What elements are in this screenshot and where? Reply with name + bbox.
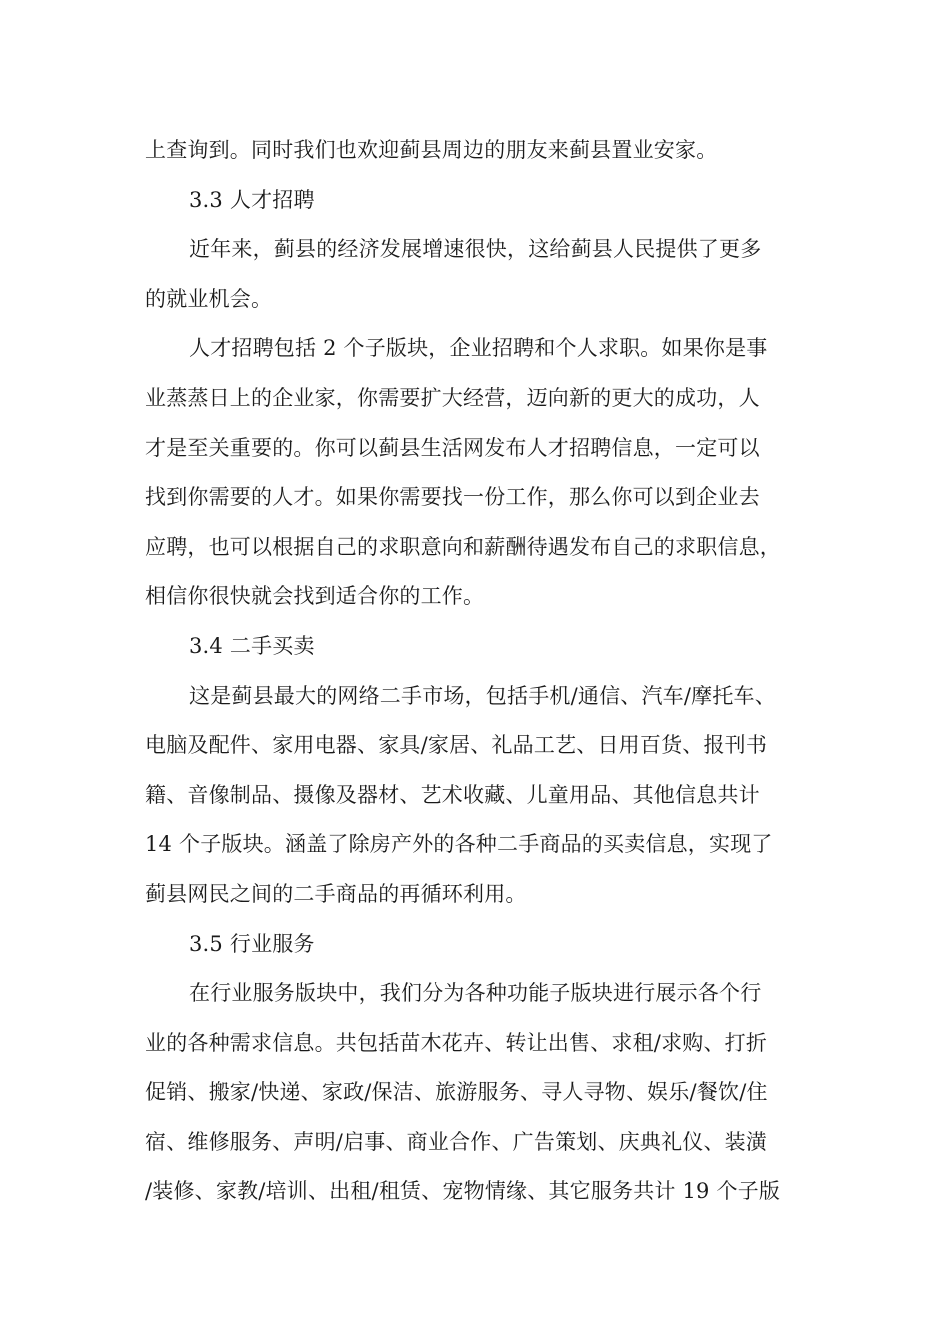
paragraph-first-line: 这是蓟县最大的网络二手市场，包括手机/通信、汽车/摩托车、 [189,683,776,708]
body-text-line: 业的各种需求信息。共包括苗木花卉、转让出售、求租/求购、打折 [145,1030,768,1055]
body-text-line: 应聘，也可以根据自己的求职意向和薪酬待遇发布自己的求职信息， [145,534,781,559]
body-text-line: 才是至关重要的。你可以蓟县生活网发布人才招聘信息，一定可以 [145,435,760,460]
document-body [145,126,805,1217]
body-text-line: 找到你需要的人才。如果你需要找一份工作，那么你可以到企业去 [145,485,760,510]
body-text-line: /装修、家教/培训、出租/租赁、宠物情缘、其它服务共计 19 个子版 [145,1179,781,1204]
body-text-line: 蓟县网民之间的二手商品的再循环利用。 [145,881,527,906]
section-heading-3-3: 3.3 人才招聘 [189,187,315,212]
body-text-line: 的就业机会。 [145,286,273,311]
paragraph-first-line: 近年来，蓟县的经济发展增速很快，这给蓟县人民提供了更多 [189,237,762,262]
body-text-line: 促销、搬家/快递、家政/保洁、旅游服务、寻人寻物、娱乐/餐饮/住 [145,1080,768,1105]
section-heading-3-5: 3.5 行业服务 [189,931,315,956]
paragraph-first-line: 人才招聘包括 2 个子版块，企业招聘和个人求职。如果你是事 [189,336,768,361]
body-text-line: 相信你很快就会找到适合你的工作。 [145,584,485,609]
body-text-line: 宿、维修服务、声明/启事、商业合作、广告策划、庆典礼仪、装潢 [145,1129,768,1154]
body-text-line: 籍、音像制品、摄像及器材、艺术收藏、儿童用品、其他信息共计 [145,782,760,807]
body-text-line: 上查询到。同时我们也欢迎蓟县周边的朋友来蓟县置业安家。 [145,138,718,162]
body-text-line: 电脑及配件、家用电器、家具/家居、礼品工艺、日用百货、报刊书 [145,733,768,758]
body-text-line: 14 个子版块。涵盖了除房产外的各种二手商品的买卖信息，实现了 [145,832,773,857]
paragraph-first-line: 在行业服务版块中，我们分为各种功能子版块进行展示各个行 [189,981,762,1006]
body-text-line: 业蒸蒸日上的企业家，你需要扩大经营，迈向新的更大的成功，人 [145,385,760,410]
section-heading-3-4: 3.4 二手买卖 [189,633,315,658]
